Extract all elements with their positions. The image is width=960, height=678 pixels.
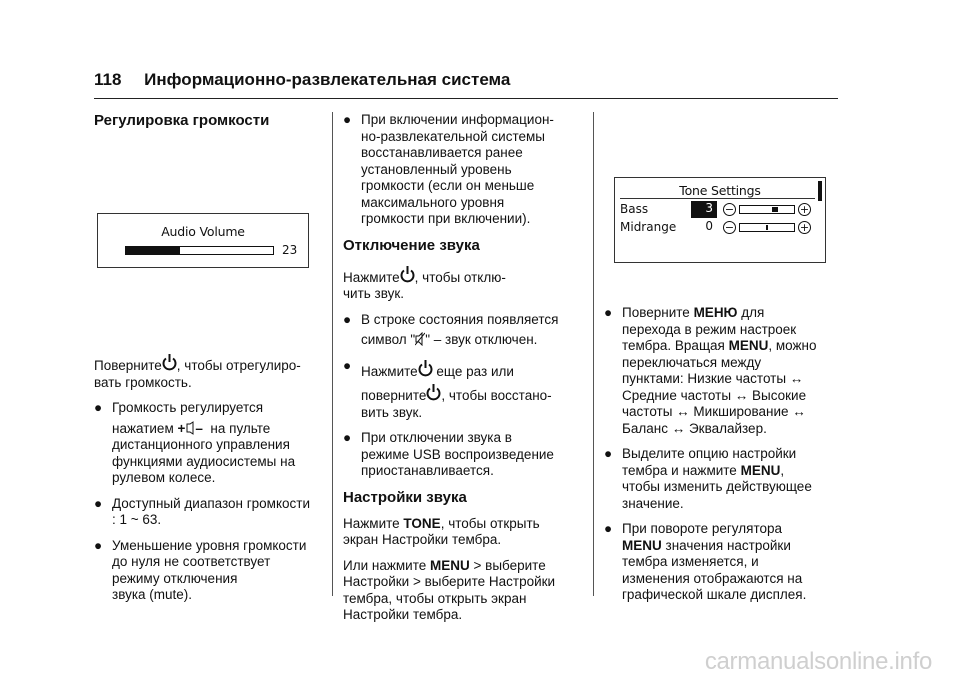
volume-value: 23 [282,243,298,257]
list-item: ● Нажмите еще раз или поверните , чтобы восстано- вить звук. [343,357,552,420]
volume-intro: Поверните , чтобы отрегулиро- вать громкость. [94,352,320,391]
list-item: ● В строке состояния появляется символ " " – звук отключен. [343,311,559,347]
tone-value: 0 [705,219,713,233]
minus-key: – [195,420,203,436]
tone-settings-display [614,177,826,263]
plus-circle-icon: + [799,203,810,216]
column-divider-1 [332,112,333,596]
power-knob-icon [400,264,415,284]
bullet-icon: ● [94,537,103,553]
page-header [94,70,510,90]
volume-bar-fill [126,247,180,254]
list-item: ● При повороте регулятора MENU значения настройки тембра изменяется, и изменения отображаются на графической шкале дисплея. [604,521,807,602]
bullet-icon: ● [604,521,613,536]
list-item: ● При включении информацион- но-развлекательной системы восстанавливается ранее установленный уровень громкости (если он меньше максимального уровня громкости при включении). [343,112,554,226]
menu-path: Или нажмите MENU > выберите Настройки > выберите Настройки тембра, чтобы открыть экран Настройки тембра. [343,557,556,622]
volume-rocker-icon [185,421,195,435]
tone-settings-title: Tone Settings [679,183,761,198]
page-title: Информационно-развлекательная система [144,70,511,89]
slider-marker [766,225,768,230]
tone-value-selected: 3 [691,201,717,218]
list-item: ● Уменьшение уровня громкости до нуля не соответствует режиму отключения звука (mute). [94,537,307,602]
tone-slider [739,223,795,232]
list-item: ● Громкость регулируется нажатием + – на пульте дистанционного управления функциями аудиосистемы на рулевом колесе. [94,400,296,485]
heading-mute: Отключение звука [343,236,480,254]
bullet-icon: ● [343,112,352,127]
column-3 [604,305,838,604]
title-divider [620,198,815,199]
plus-key: + [177,420,186,436]
list-item: ● Доступный диапазон громкости : 1 ~ 63. [94,495,311,527]
scroll-indicator [818,181,822,201]
power-knob-icon [162,352,177,372]
minus-circle-icon: − [724,203,735,216]
bullet-icon: ● [94,495,103,511]
audio-volume-display [97,213,309,268]
list-item: ● Поверните МЕНЮ для перехода в режим настроек тембра. Вращая MENU, можно переключаться между пунктами: Низкие частоты ↔ Средние частоты ↔ Высокие частоты ↔ Микширование ↔ Баланс ↔ Эквалайзер. [604,305,817,436]
bullet-icon: ● [343,357,352,373]
minus-circle-icon: − [724,221,735,234]
heading-tone: Настройки звука [343,488,467,506]
page-number: 118 [94,70,122,89]
tone-row-midrange [620,220,813,236]
tone-label: Bass [620,202,649,216]
list-item: ● Выделите опцию настройки тембра и нажмите MENU, чтобы изменить действующее значение. [604,446,812,511]
bullet-icon: ● [604,446,613,461]
power-knob-icon [418,358,433,378]
slider-marker [772,207,778,212]
column-divider-2 [593,112,594,596]
mute-icon [415,332,425,346]
watermark: carmanualsonline.info [704,648,932,675]
tone-slider [739,205,795,214]
mute-intro: Нажмите , чтобы отклю- чить звук. [343,264,588,303]
column-2 [343,112,588,624]
tone-label: Midrange [620,220,677,234]
power-knob-icon [426,382,441,402]
plus-circle-icon: + [799,221,810,234]
bullet-icon: ● [343,311,352,327]
column-1 [94,112,320,604]
list-item: ● При отключении звука в режиме USB воспроизведение приостанавливается. [343,430,554,478]
bullet-icon: ● [94,400,103,415]
tone-row-bass [620,202,813,218]
bullet-icon: ● [604,305,613,320]
header-rule [94,98,838,99]
volume-bar [125,246,274,255]
tone-intro: Нажмите TONE, чтобы открыть экран Настройки тембра. [343,515,540,547]
bullet-icon: ● [343,430,352,445]
audio-volume-title: Audio Volume [161,224,245,239]
heading-volume: Регулировка громкости [94,112,270,129]
